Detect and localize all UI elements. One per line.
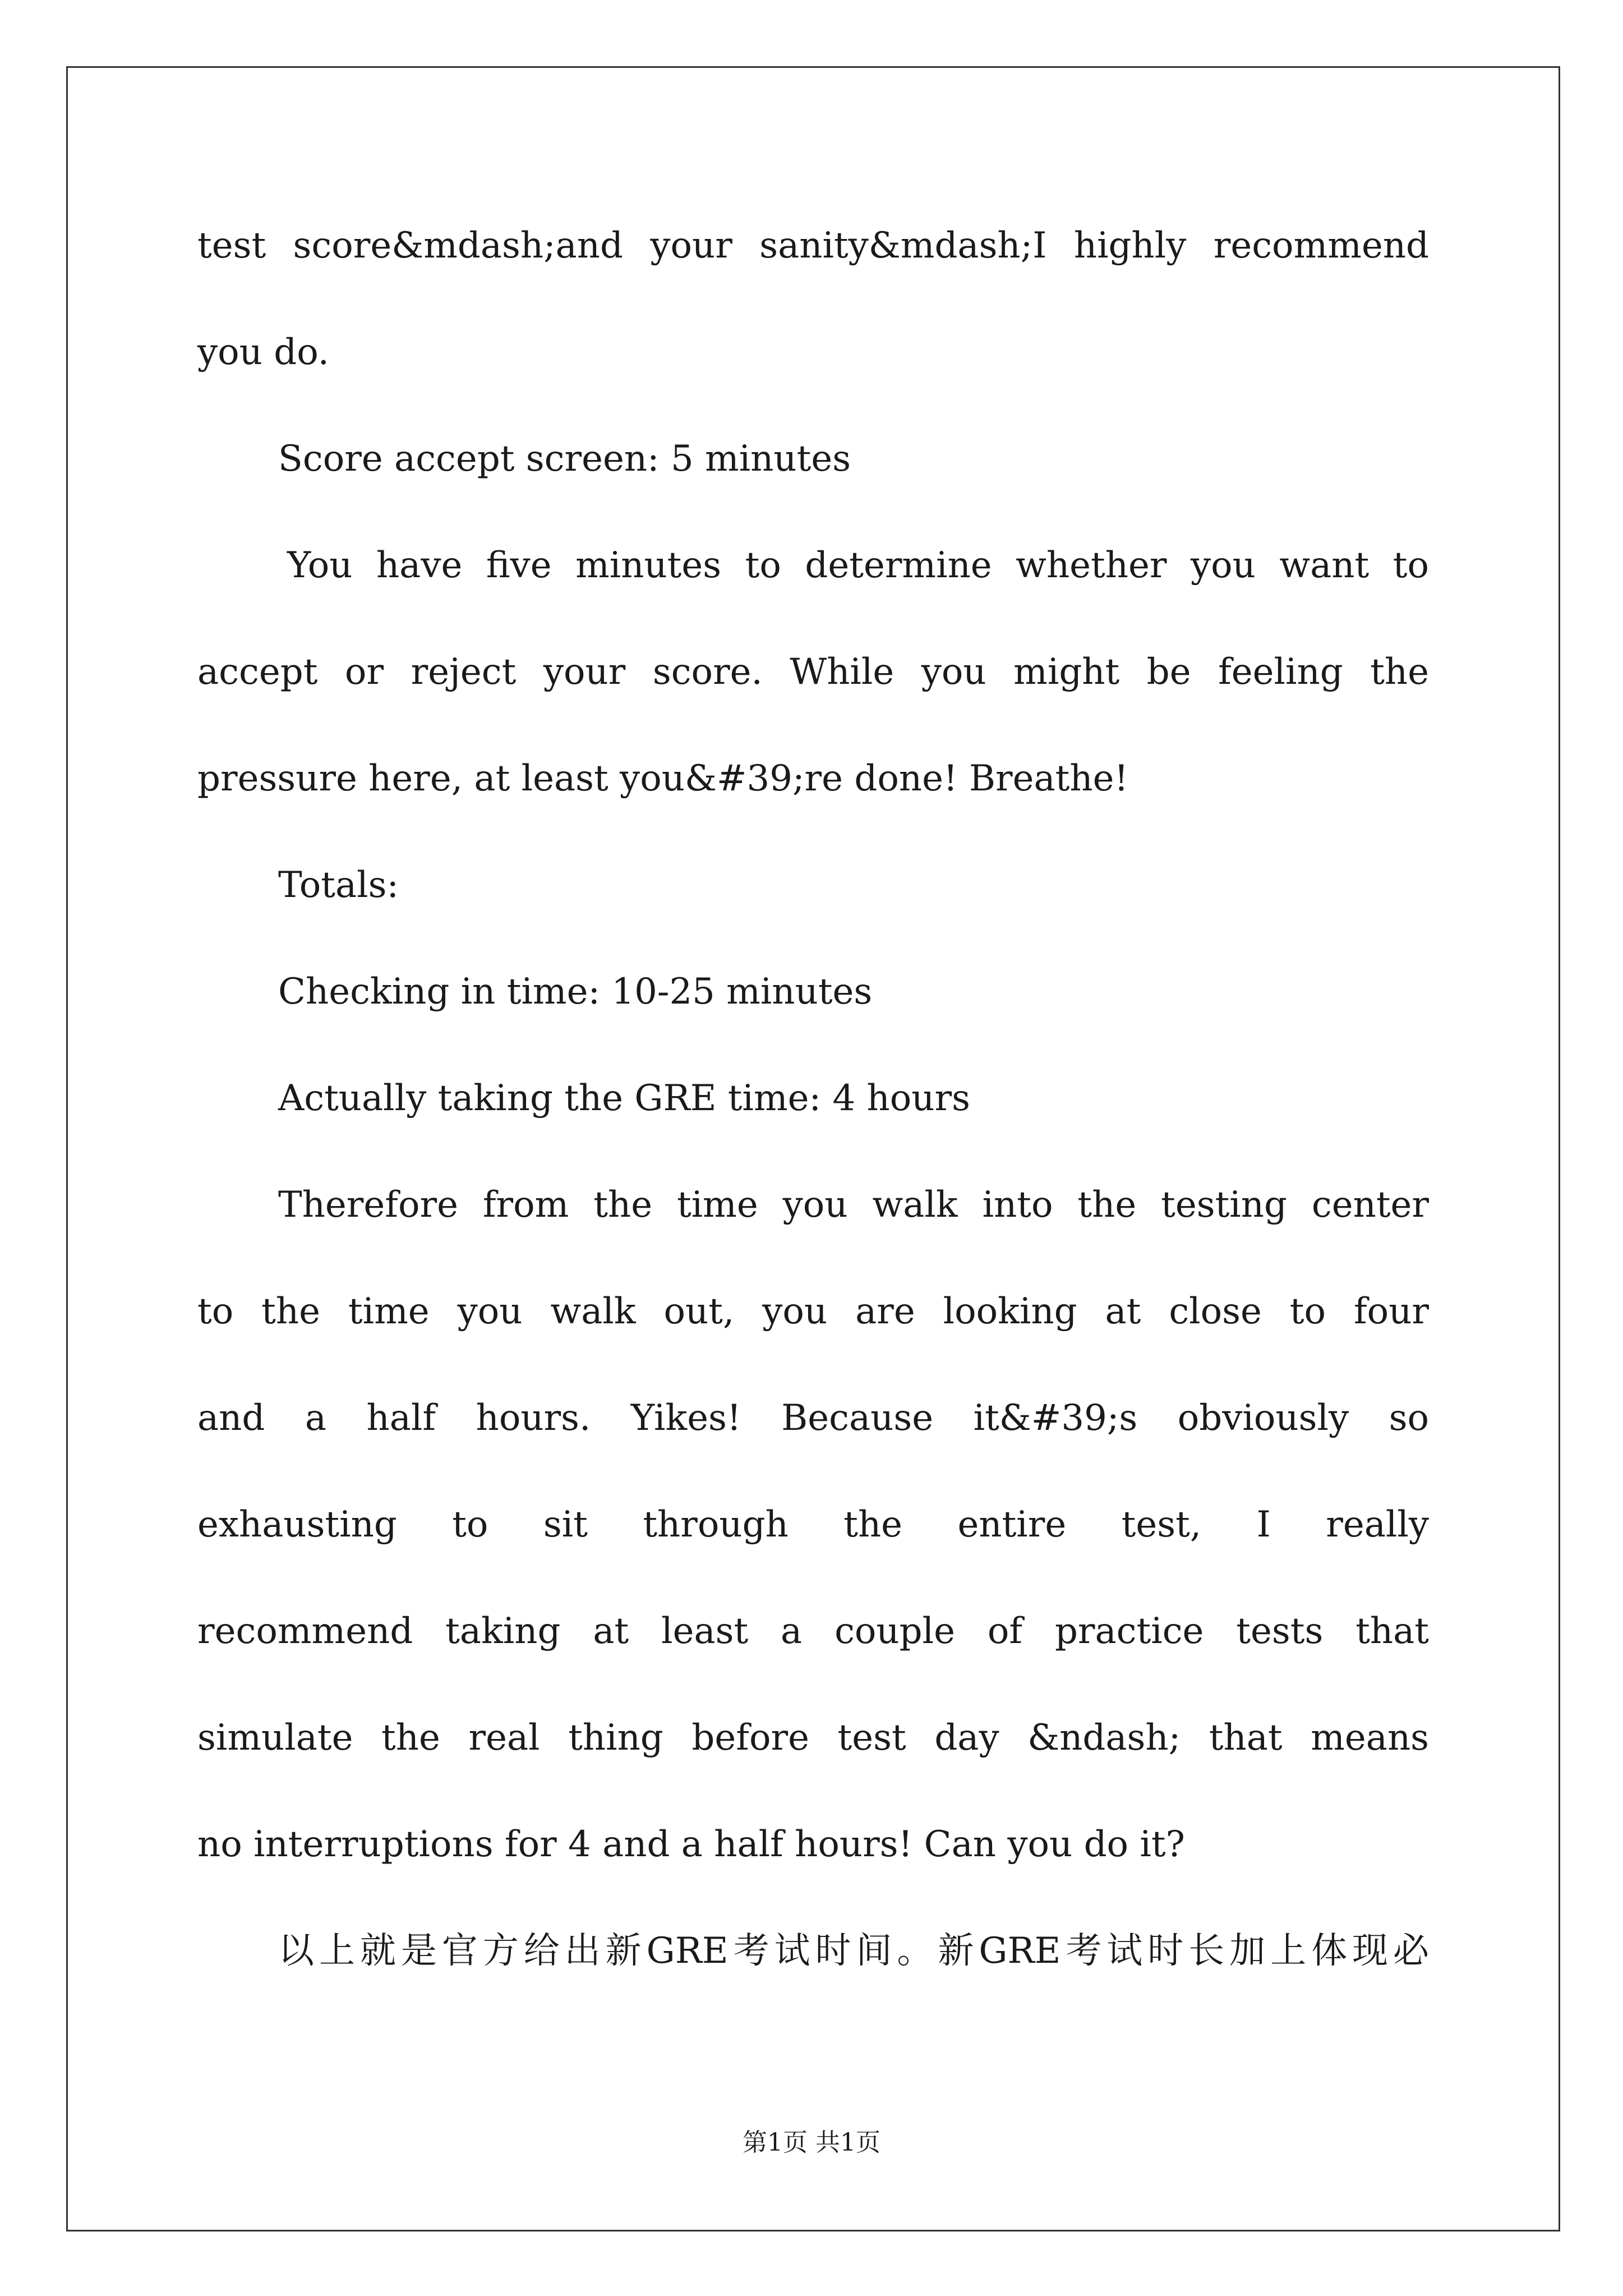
- text-line-9: Actually taking the GRE time: 4 hours: [278, 1078, 970, 1119]
- page-number-footer: 第1页 共1页: [743, 2128, 880, 2157]
- text-line-4: You have five minutes to determine whether you want to: [287, 545, 1429, 586]
- text-line-6: pressure here, at least you&#39;re done! Breathe!: [197, 758, 1129, 799]
- text-line-17: 以上就是官方给出新GRE考试时间。新GRE考试时长加上体现必: [278, 1930, 1429, 1972]
- text-line-1: test score&mdash;and your sanity&mdash;I highly recommend: [197, 225, 1429, 266]
- text-line-11: to the time you walk out, you are looking at close to four: [197, 1291, 1429, 1332]
- text-line-5: accept or reject your score. While you might be feeling the: [197, 651, 1429, 693]
- text-line-13: exhausting to sit through the entire test, I really: [197, 1504, 1429, 1545]
- text-line-12: and a half hours. Yikes! Because it&#39;s obviously so: [197, 1397, 1429, 1439]
- text-line-3: Score accept screen: 5 minutes: [278, 438, 851, 480]
- text-line-10: Therefore from the time you walk into the testing center: [278, 1184, 1429, 1226]
- text-line-8: Checking in time: 10-25 minutes: [278, 971, 873, 1013]
- text-line-2: you do.: [197, 332, 329, 373]
- text-line-14: recommend taking at least a couple of practice tests that: [197, 1611, 1429, 1652]
- text-line-16: no interruptions for 4 and a half hours! Can you do it?: [197, 1824, 1185, 1865]
- text-line-7: Totals:: [278, 864, 399, 906]
- document-body: [197, 218, 1429, 2030]
- text-line-15: simulate the real thing before test day &ndash; that means: [197, 1717, 1429, 1759]
